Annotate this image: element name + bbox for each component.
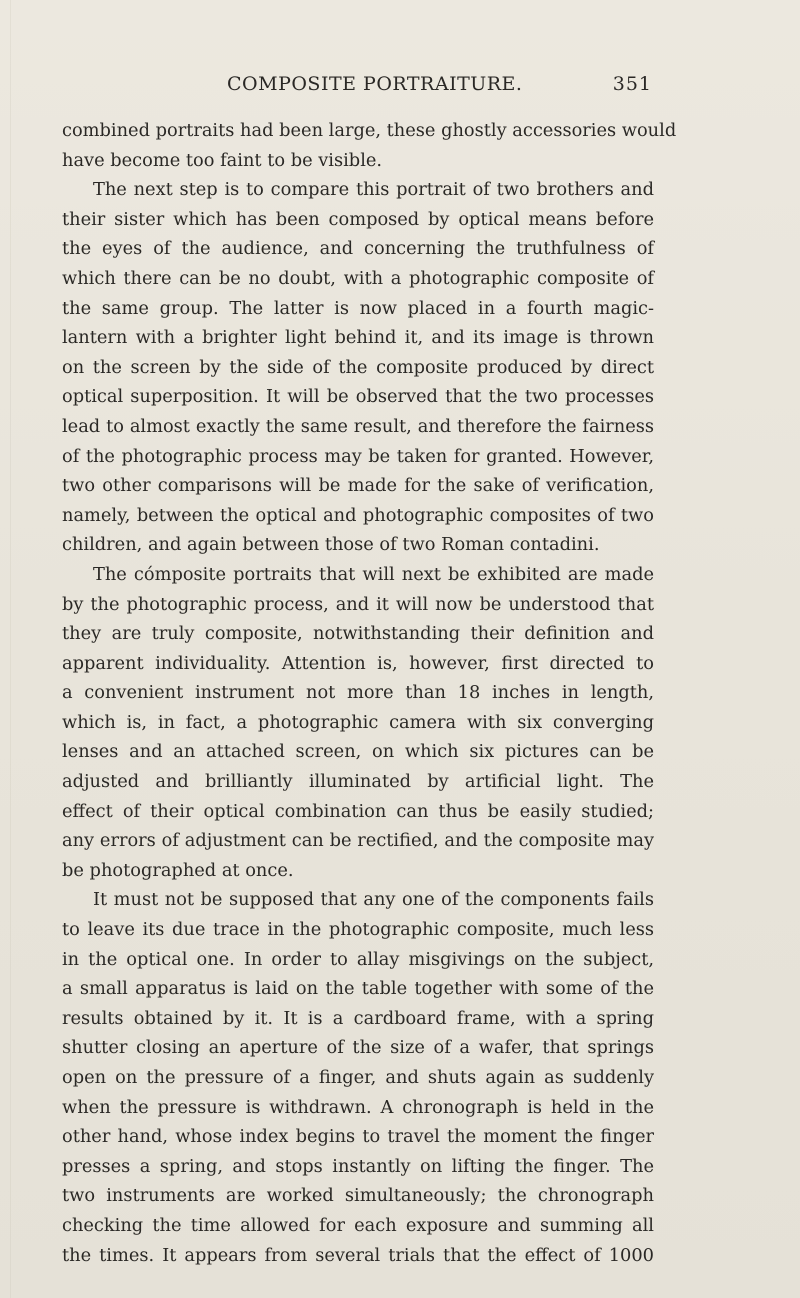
text-line: namely, between the optical and photographic composites of two	[62, 504, 654, 526]
text-line: The cómposite portraits that will next be exhibited are made	[93, 563, 654, 585]
text-line: effect of their optical combination can thus be easily studied;	[62, 800, 654, 822]
text-line: which there can be no doubt, with a photographic composite of	[62, 267, 654, 289]
text-line: when the pressure is withdrawn. A chronograph is held in the	[62, 1096, 654, 1118]
text-line: shutter closing an aperture of the size of a wafer, that springs	[62, 1037, 654, 1059]
text-line: presses a spring, and stops instantly on lifting the finger. The	[62, 1155, 654, 1177]
text-line: open on the pressure of a finger, and shuts again as suddenly	[62, 1067, 654, 1088]
text-line: of the photographic process may be taken for granted. However,	[62, 445, 654, 467]
text-line: be photographed at once.	[62, 859, 294, 881]
text-line: checking the time allowed for each exposure and summing all	[62, 1214, 654, 1236]
text-line: two other comparisons will be made for the sake of verification,	[62, 475, 654, 497]
text-line: which is, in fact, a photographic camera with six converging	[62, 711, 654, 733]
text-line: a convenient instrument not more than 18 inches in length,	[62, 682, 654, 704]
text-line: the eyes of the audience, and concerning the truthfulness of	[62, 238, 654, 260]
text-line: lenses and an attached screen, on which six pictures can be	[62, 741, 654, 763]
text-line: the times. It appears from several trials that the effect of 1000	[62, 1244, 654, 1266]
text-line: lantern with a brighter light behind it, and its image is thrown	[62, 327, 654, 349]
page-edge-mark	[10, 0, 11, 1298]
text-line: apparent individuality. Attention is, however, first directed to	[62, 652, 654, 674]
text-line: the same group. The latter is now placed in a fourth magic-	[62, 297, 654, 319]
text-line: by the photographic process, and it will now be understood that	[62, 593, 654, 615]
text-line: any errors of adjustment can be rectified, and the composite may	[62, 830, 654, 852]
text-line: in the optical one. In order to allay misgivings on the subject,	[62, 948, 654, 970]
text-line: a small apparatus is laid on the table together with some of the	[62, 978, 654, 1000]
text-line: their sister which has been composed by optical means before	[62, 208, 654, 230]
text-line: optical superposition. It will be observed that the two processes	[62, 386, 654, 408]
text-line: adjusted and brilliantly illuminated by artificial light. The	[62, 771, 654, 793]
text-line: they are truly composite, notwithstanding their definition and	[62, 623, 654, 645]
text-line: on the screen by the side of the composite produced by direct	[62, 356, 654, 378]
body-text	[62, 116, 677, 1270]
text-line: combined portraits had been large, these ghostly accessories would	[62, 120, 677, 141]
text-line: The next step is to compare this portrait of two brothers and	[93, 179, 654, 201]
text-line: other hand, whose index begins to travel the moment the finger	[62, 1126, 654, 1148]
text-line: children, and again between those of two Roman contadini.	[62, 534, 600, 556]
text-line: It must not be supposed that any one of the components fails	[93, 889, 654, 911]
page-number: 351	[612, 73, 652, 95]
text-line: to leave its due trace in the photographic composite, much less	[62, 919, 654, 941]
text-line: results obtained by it. It is a cardboard frame, with a spring	[62, 1007, 654, 1029]
running-head	[62, 73, 652, 103]
text-line: lead to almost exactly the same result, and therefore the fairness	[62, 415, 654, 437]
text-line: two instruments are worked simultaneously; the chronograph	[62, 1185, 654, 1207]
running-title: COMPOSITE PORTRAITURE.	[227, 73, 523, 95]
text-line: have become too faint to be visible.	[62, 149, 383, 171]
